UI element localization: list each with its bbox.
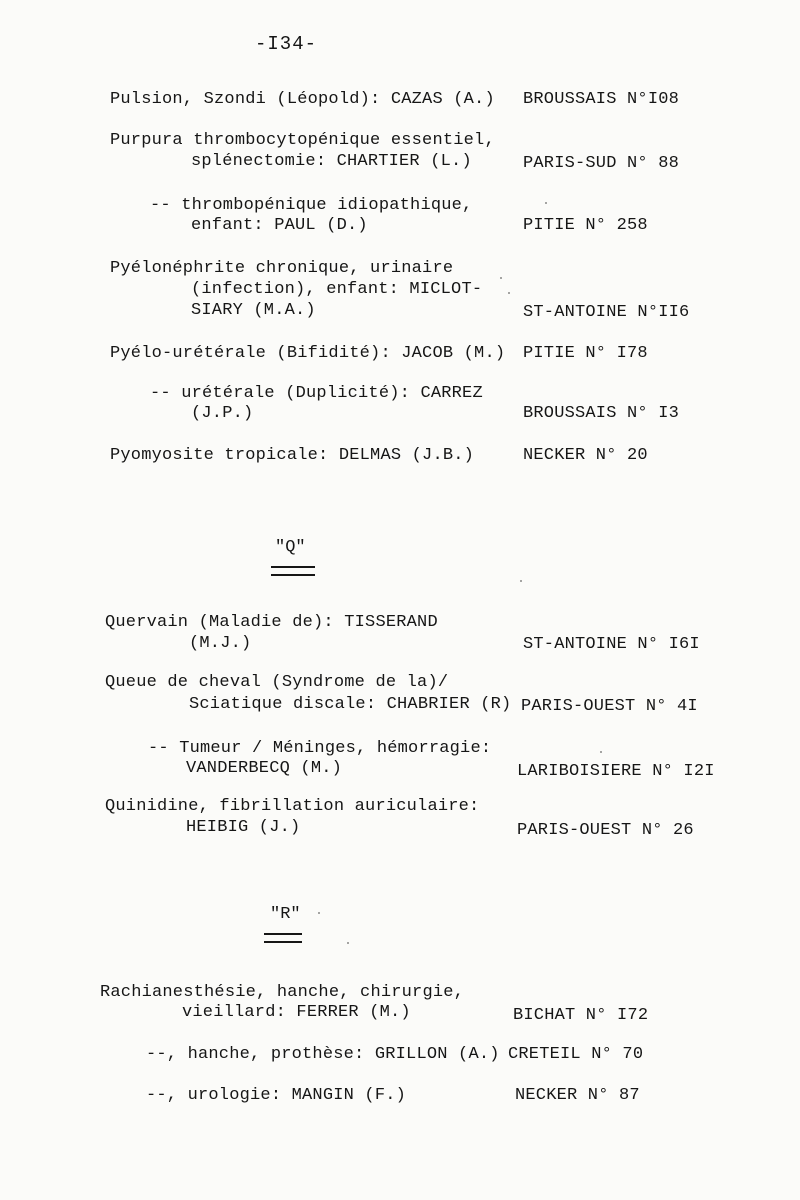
entry-text: Pyélonéphrite chronique, urinaire — [110, 259, 454, 278]
entry-reference: NECKER N° 87 — [515, 1086, 640, 1105]
entry-reference: ST-ANTOINE N°II6 — [523, 303, 690, 322]
page-number: -I34- — [255, 33, 318, 55]
entry-reference: PARIS-SUD N° 88 — [523, 154, 680, 173]
entry-reference: LARIBOISIERE N° I2I — [517, 762, 715, 781]
section-letter-q: "Q" — [275, 538, 306, 557]
entry-text: (infection), enfant: MICLOT- — [191, 280, 483, 299]
entry-reference: BICHAT N° I72 — [513, 1006, 649, 1025]
entry-reference: PARIS-OUEST N° 4I — [521, 697, 698, 716]
entry-text: (M.J.) — [189, 634, 252, 653]
entry-text: Rachianesthésie, hanche, chirurgie, — [100, 983, 465, 1002]
entry-reference: PITIE N° 258 — [523, 216, 648, 235]
entry-text: Pyomyosite tropicale: DELMAS (J.B.) — [110, 446, 475, 465]
scan-speck — [508, 292, 510, 294]
entry-text: Quervain (Maladie de): TISSERAND — [105, 613, 438, 632]
entry-reference: CRETEIL N° 70 — [508, 1045, 644, 1064]
entry-text: (J.P.) — [191, 404, 254, 423]
entry-text: Quinidine, fibrillation auriculaire: — [105, 797, 480, 816]
entry-reference: PARIS-OUEST N° 26 — [517, 821, 694, 840]
section-underline — [271, 566, 315, 576]
entry-reference: ST-ANTOINE N° I6I — [523, 635, 700, 654]
entry-text: -- urétérale (Duplicité): CARREZ — [150, 384, 483, 403]
entry-text: -- Tumeur / Méninges, hémorragie: — [148, 739, 492, 758]
entry-text: VANDERBECQ (M.) — [186, 759, 343, 778]
entry-text: Queue de cheval (Syndrome de la)/ — [105, 673, 449, 692]
entry-reference: PITIE N° I78 — [523, 344, 648, 363]
scan-speck — [347, 942, 349, 944]
entry-reference: BROUSSAIS N° I3 — [523, 404, 680, 423]
entry-text: Pulsion, Szondi (Léopold): CAZAS (A.) — [110, 90, 495, 109]
scan-speck — [545, 202, 547, 204]
entry-text: Purpura thrombocytopénique essentiel, — [110, 131, 495, 150]
scan-speck — [500, 277, 502, 279]
entry-reference: NECKER N° 20 — [523, 446, 648, 465]
section-underline — [264, 933, 302, 943]
entry-text: splénectomie: CHARTIER (L.) — [191, 152, 472, 171]
scan-speck — [318, 912, 320, 914]
entry-text: --, urologie: MANGIN (F.) — [146, 1086, 407, 1105]
entry-text: Sciatique discale: CHABRIER (R) — [189, 695, 512, 714]
entry-text: enfant: PAUL (D.) — [191, 216, 368, 235]
scan-speck — [520, 580, 522, 582]
entry-text: SIARY (M.A.) — [191, 301, 316, 320]
entry-text: -- thrombopénique idiopathique, — [150, 196, 473, 215]
entry-text: Pyélo-urétérale (Bifidité): JACOB (M.) — [110, 344, 506, 363]
entry-text: HEIBIG (J.) — [186, 818, 301, 837]
entry-text: vieillard: FERRER (M.) — [182, 1003, 411, 1022]
entry-text: --, hanche, prothèse: GRILLON (A.) — [146, 1045, 500, 1064]
entry-reference: BROUSSAIS N°I08 — [523, 90, 680, 109]
section-letter-r: "R" — [270, 905, 301, 924]
scan-speck — [600, 751, 602, 753]
